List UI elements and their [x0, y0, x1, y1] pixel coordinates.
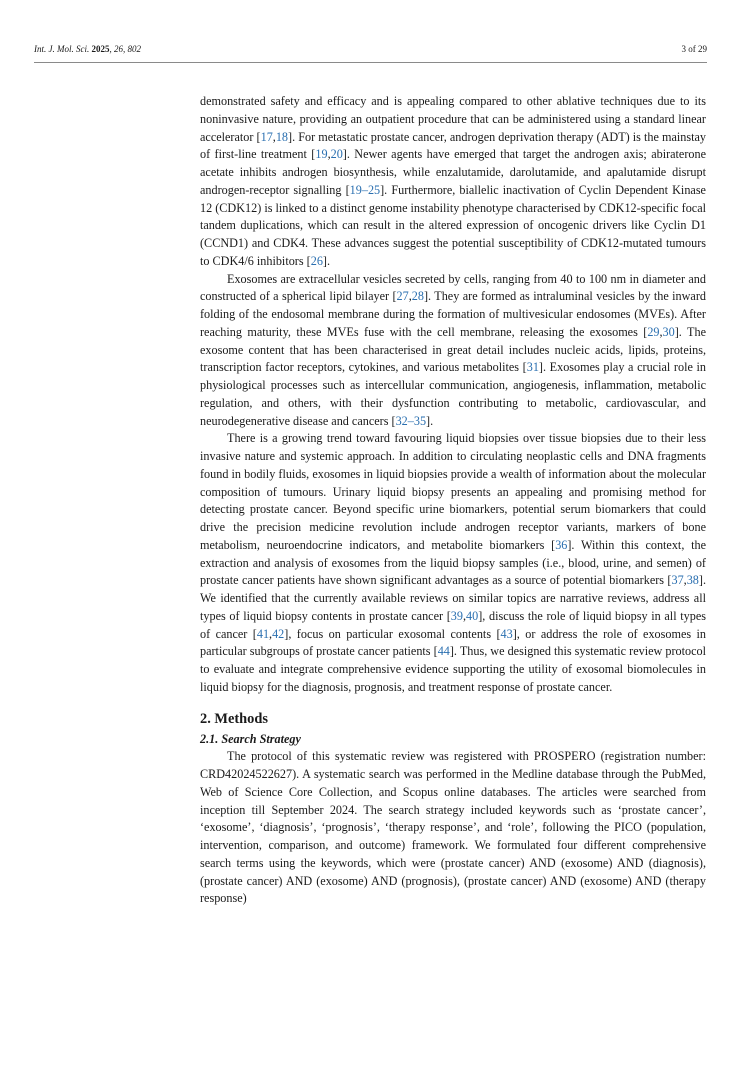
citation-link[interactable]: 26	[310, 253, 323, 268]
citation-link[interactable]: 31	[526, 360, 539, 375]
paragraph-text: ]. Newer agents have emerged that target the androgen axis; abiraterone acetate inhibits androgen biosynthesis, while enzalutamide, darolutamide, and apalutamide disrupt androgen-receptor signalling [	[200, 147, 706, 197]
paragraph-text: ,	[327, 147, 331, 162]
paragraph-text: ], focus on particular exosomal contents [	[284, 626, 501, 641]
header-divider	[34, 62, 707, 63]
paragraph-text: ].	[426, 413, 434, 428]
paragraph-text: The protocol of this systematic review was registered with PROSPERO (registration number: CRD42024522627). A systematic search was performed in the Medline database through the PubMed, Web of Science Core Collection, and Scopus online databases. The articles were searched from inception till September 2024. The search strategy included keywords such as ‘prostate cancer’, ‘exosome’, ‘diagnosis’, ‘prognosis’, ‘therapy response’, and ‘role’, following the PICO (population, intervention, comparison, and outcome) framework. We formulated four different comprehensive search terms using the keywords, which were (prostate cancer) AND (exosome) AND (diagnosis), (prostate cancer) AND (exosome) AND (prognosis), (prostate cancer) AND (exosome) AND (therapy response)	[200, 749, 706, 906]
page-number: 3 of 29	[681, 44, 707, 54]
journal-volume-article: , 26, 802	[109, 44, 141, 54]
paragraph-text: ]. We identified that the currently available reviews on similar topics are narrative reviews, address all types of liquid biopsy contents in prostate cancer [	[200, 573, 706, 623]
paragraph-text: ].	[322, 253, 331, 268]
journal-year: 2025	[91, 44, 110, 54]
paragraph-treatment	[200, 93, 706, 271]
citation-link[interactable]: 42	[272, 626, 285, 641]
citation-link[interactable]: 37	[671, 573, 684, 588]
paragraph-text: demonstrated safety and efficacy and is appealing compared to other ablative techniques due to its noninvasive nature, providing an outpatient procedure that can be administered using a standard linear accelerator [	[200, 94, 706, 144]
paragraph-search-strategy	[200, 748, 706, 908]
citation-link[interactable]: 39	[450, 608, 463, 623]
paragraph-text: ]. Exosomes play a crucial role in physiological processes such as intercellular communication, angiogenesis, inflammation, metabolic regulation, and others, with their dysfunction contributing to metabolic, cardiovascular, and neurodegenerative disease and cancers [	[200, 360, 706, 428]
citation-link[interactable]: 28	[411, 289, 424, 304]
citation-link[interactable]: 30	[662, 324, 675, 339]
paragraph-text: ,	[269, 626, 273, 641]
paragraph-text: ]. Within this context, the extraction and analysis of exosomes from the liquid biopsy samples (i.e., blood, urine, and semen) of prostate cancer patients have shown significant advantages as a source of potential biomarkers [	[200, 537, 706, 588]
paragraph-text: ,	[659, 324, 663, 339]
citation-link[interactable]: 18	[275, 129, 289, 144]
paragraph-text: ]. The exosome content that has been characterised in great detail includes nucleic acids, lipids, proteins, transcription factor receptors, cytokines, and various metabolites [	[200, 324, 706, 375]
paragraph-text: ,	[408, 289, 412, 304]
paragraph-text: There is a growing trend toward favouring liquid biopsies over tissue biopsies due to their less invasive nature and systemic approach. In addition to circulating neoplastic cells and DNA fragments found in bodily fluids, exosomes in liquid biopsies provide a wealth of information about the molecular composition of tumours. Urinary liquid biopsy presents an appealing and promising method for detecting prostate cancer. Beyond specific urine biomarkers, potential serum biomarkers that could drive the precision medicine revolution include androgen receptor variants, markers of bone metabolism, neuroendocrine indicators, and metabolite biomarkers [	[200, 431, 706, 552]
citation-link[interactable]: 41	[256, 626, 270, 641]
citation-link[interactable]: 19	[315, 147, 328, 162]
section-title-methods: 2. Methods	[200, 710, 268, 727]
running-header	[34, 44, 707, 54]
paragraph-text: ,	[683, 573, 687, 588]
citation-link[interactable]: 44	[437, 644, 450, 659]
subsection-title-search-strategy: 2.1. Search Strategy	[200, 731, 301, 746]
citation-link[interactable]: 32–35	[395, 413, 427, 428]
paragraph-text: ]. Thus, we designed this systematic review protocol to evaluate and integrate comprehensive evidence supporting the utility of exosomal biomolecules in liquid biopsy for the diagnosis, prognosis, and treatment response of prostate cancer.	[200, 644, 706, 694]
citation-link[interactable]: 43	[500, 626, 513, 641]
paragraph-text: Exosomes are extracellular vesicles secreted by cells, ranging from 40 to 100 nm in diameter and constructed of a spherical lipid bilayer [	[200, 271, 706, 304]
citation-link[interactable]: 38	[686, 573, 699, 588]
citation-link[interactable]: 19–25	[349, 182, 381, 197]
paragraph-text: ]. They are formed as intraluminal vesicles by the inward folding of the endosomal membrane during the formation of multivesicular endosomes (MVEs). After reaching maturity, these MVEs fuse with the cell membrane, releasing the exosomes [	[200, 289, 706, 339]
citation-link[interactable]: 36	[555, 537, 568, 552]
paragraph-text: ]. For metastatic prostate cancer, androgen deprivation therapy (ADT) is the mainstay of first-line treatment [	[200, 129, 706, 162]
citation-link[interactable]: 29	[647, 324, 660, 339]
paragraph-exosomes	[200, 271, 706, 431]
journal-name: Int. J. Mol. Sci.	[34, 44, 90, 54]
paragraph-text: ,	[462, 608, 467, 623]
paragraph-text: ], discuss the role of liquid biopsy in all types of cancer [	[200, 608, 706, 641]
citation-link[interactable]: 27	[396, 289, 409, 304]
citation-link[interactable]: 40	[466, 608, 479, 623]
paragraph-liquid-biopsy	[200, 430, 706, 696]
citation-link[interactable]: 17	[260, 129, 273, 144]
body-column	[200, 93, 706, 908]
paragraph-text: ,	[272, 129, 276, 144]
journal-citation	[34, 44, 141, 54]
paragraph-text: ], or address the role of exosomes in particular subgroups of prostate cancer patients [	[200, 626, 707, 659]
citation-link[interactable]: 20	[330, 147, 343, 162]
paragraph-text: ]. Furthermore, biallelic inactivation of Cyclin Dependent Kinase 12 (CDK12) is linked to a distinct genome instability phenotype characterised by CDK12-specific focal tandem duplications, which can result in the altered expression of oncogenic drivers like Cyclin D1 (CCND1) and CDK4. These advances suggest the potential susceptibility of CDK12-mutated tumours to CDK4/6 inhibitors [	[200, 182, 706, 268]
